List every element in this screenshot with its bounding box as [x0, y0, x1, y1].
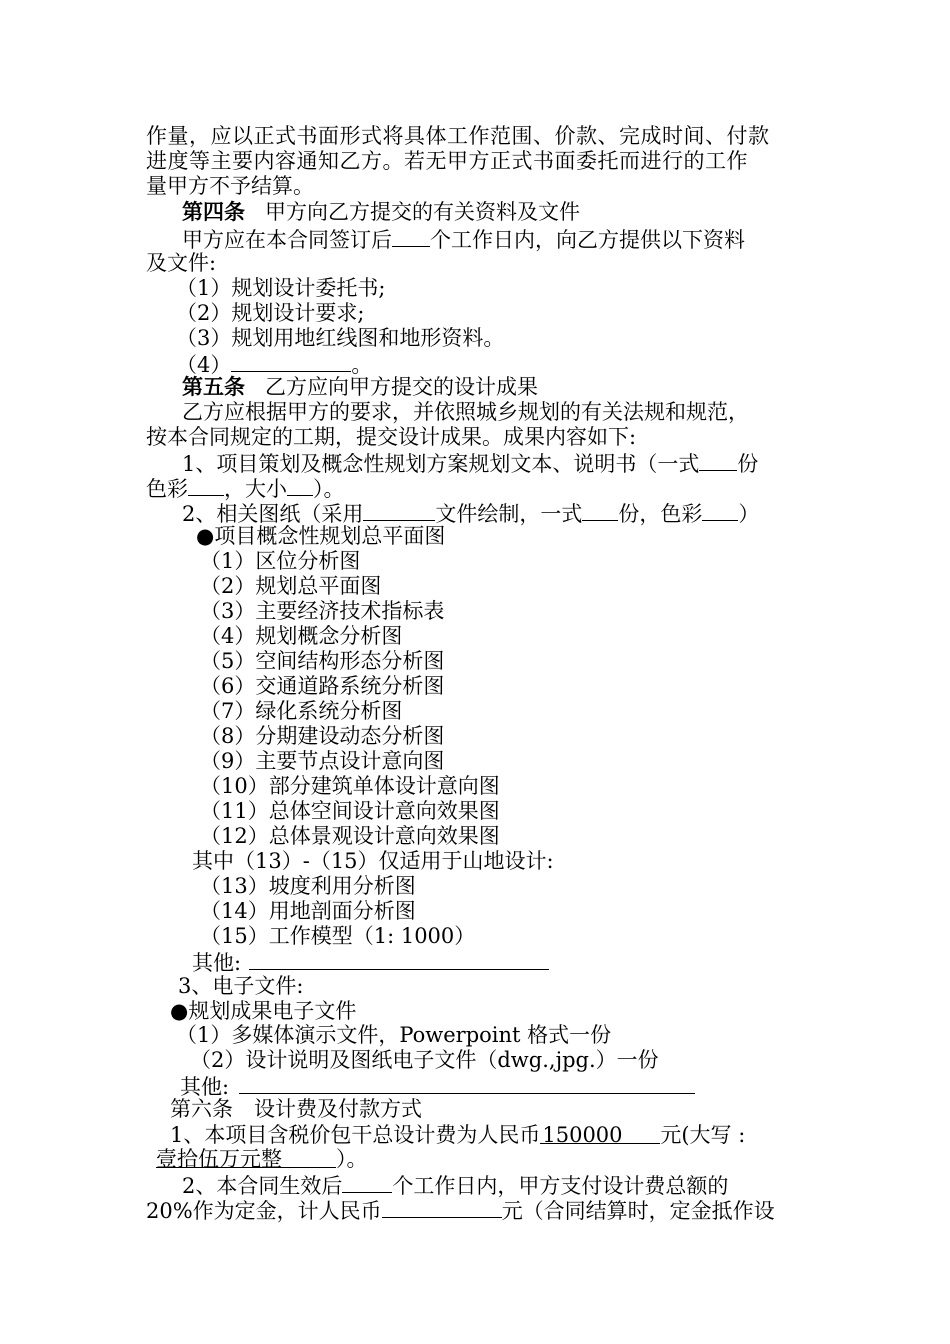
drawing-item-12: （12）总体景观设计意向效果图	[200, 824, 500, 848]
article-4-item-1: （1）规划设计委托书;	[176, 276, 386, 300]
blank-workdays	[392, 226, 430, 247]
section-3-heading: 3、电子文件:	[178, 974, 304, 998]
fee-amount-chinese: 壹拾伍万元整	[156, 1147, 336, 1168]
deposit-text-a: 2、本合同生效后	[182, 1174, 343, 1198]
deposit-text-c: 20%作为定金，计人民币	[146, 1199, 382, 1223]
article-4-item-4	[176, 351, 372, 376]
other-drawings-line	[192, 949, 549, 974]
blank-copies	[699, 450, 737, 471]
section-1-text-b: 份	[737, 452, 759, 476]
blank-drawing-copies	[582, 500, 618, 521]
blank-file-format	[363, 500, 435, 521]
bullet-master-plan: ●项目概念性规划总平面图	[196, 524, 446, 548]
article-6-heading: 第六条 设计费及付款方式	[170, 1097, 422, 1121]
deposit-text-d: 元（合同结算时，定金抵作设	[501, 1199, 775, 1223]
mountain-note: 其中（13）-（15）仅适用于山地设计:	[192, 849, 554, 873]
intro-line-2: 进度等主要内容通知乙方。若无甲方正式书面委托而进行的工作	[146, 149, 748, 173]
blank-deposit-amount	[382, 1197, 502, 1218]
mountain-item-13: （13）坡度利用分析图	[200, 874, 416, 898]
intro-line-1: 作量，应以正式书面形式将具体工作范围、价款、完成时间、付款	[146, 124, 770, 148]
article-4-body-b: 个工作日内，向乙方提供以下资料	[430, 228, 745, 252]
drawing-item-6: （6）交通道路系统分析图	[200, 674, 445, 698]
section-1-line-1	[182, 450, 758, 475]
fee-text-a: 1、本项目含税价包干总设计费为人民币	[170, 1123, 541, 1147]
article-4-body-line-2: 及文件:	[146, 251, 217, 275]
article-5-title: 乙方应向甲方提交的设计成果	[265, 375, 539, 399]
drawing-item-3: （3）主要经济技术指标表	[200, 599, 445, 623]
section-2-text-b: 文件绘制，一式	[435, 502, 583, 526]
other-drawings-label: 其他:	[192, 951, 242, 975]
other-electronic-label: 其他:	[180, 1075, 230, 1099]
section-2-text-a: 2、相关图纸（采用	[182, 502, 364, 526]
article-4-body-a: 甲方应在本合同签订后	[182, 228, 392, 252]
blank-drawing-color	[702, 500, 738, 521]
item-4-prefix: （4）	[176, 353, 232, 377]
article-4-item-3: （3）规划用地红线图和地形资料。	[176, 326, 505, 350]
mountain-item-15: （15）工作模型（1: 1000）	[200, 924, 476, 948]
bullet-electronic-files: ●规划成果电子文件	[170, 999, 357, 1023]
article-5-number: 第五条	[182, 374, 245, 399]
drawing-item-11: （11）总体空间设计意向效果图	[200, 799, 500, 823]
drawing-item-2: （2）规划总平面图	[200, 574, 382, 598]
article-6-para-2-line-1	[182, 1172, 728, 1197]
drawing-item-5: （5）空间结构形态分析图	[200, 649, 445, 673]
other-electronic-line	[180, 1073, 695, 1098]
drawing-item-7: （7）绿化系统分析图	[200, 699, 403, 723]
section-1-text-c: 色彩	[146, 477, 188, 501]
blank-color	[188, 475, 224, 496]
blank-other-electronic	[239, 1073, 695, 1094]
drawing-item-10: （10）部分建筑单体设计意向图	[200, 774, 500, 798]
electronic-item-1: （1）多媒体演示文件，Powerpoint 格式一份	[176, 1023, 612, 1047]
section-1-text-a: 1、项目策划及概念性规划方案规划文本、说明书（一式	[182, 452, 700, 476]
section-2-text-c: 份，色彩	[618, 502, 703, 526]
item-4-suffix: 。	[351, 353, 373, 377]
article-4-title: 甲方向乙方提交的有关资料及文件	[265, 200, 581, 224]
blank-item-4	[231, 351, 351, 372]
blank-deposit-days	[342, 1172, 392, 1193]
section-1-line-2	[146, 475, 345, 500]
deposit-text-b: 个工作日内，甲方支付设计费总额的	[392, 1174, 729, 1198]
article-4-number: 第四条	[182, 199, 245, 224]
blank-size	[287, 475, 313, 496]
article-6-para-1-line-1	[170, 1123, 745, 1148]
article-6-para-2-line-2	[146, 1197, 775, 1222]
article-4-body-line-1	[182, 226, 745, 251]
mountain-item-14: （14）用地剖面分析图	[200, 899, 416, 923]
article-5-body-1: 乙方应根据甲方的要求，并依照城乡规划的有关法规和规范，	[182, 400, 749, 424]
drawing-item-4: （4）规划概念分析图	[200, 624, 403, 648]
fee-text-c: ）。	[336, 1147, 368, 1171]
fee-amount: 150000	[540, 1123, 660, 1144]
article-4-item-2: （2）规划设计要求;	[176, 301, 365, 325]
section-1-text-e: ）。	[313, 477, 345, 501]
blank-other-drawings	[249, 949, 549, 970]
electronic-item-2: （2）设计说明及图纸电子文件（dwg.,jpg.）一份	[190, 1048, 659, 1072]
article-5-body-2: 按本合同规定的工期，提交设计成果。成果内容如下:	[146, 425, 637, 449]
drawing-item-8: （8）分期建设动态分析图	[200, 724, 445, 748]
article-4-heading	[182, 199, 580, 224]
intro-line-3: 量甲方不予结算。	[146, 174, 314, 198]
drawing-item-9: （9）主要节点设计意向图	[200, 749, 445, 773]
article-6-para-1-line-2	[156, 1147, 368, 1172]
section-2-text-d: ）	[738, 502, 760, 526]
article-5-heading	[182, 374, 538, 399]
section-1-text-d: ，大小	[224, 477, 287, 501]
section-2-line	[182, 500, 759, 525]
drawing-item-1: （1）区位分析图	[200, 549, 361, 573]
fee-text-b: 元(大写 :	[660, 1123, 746, 1147]
